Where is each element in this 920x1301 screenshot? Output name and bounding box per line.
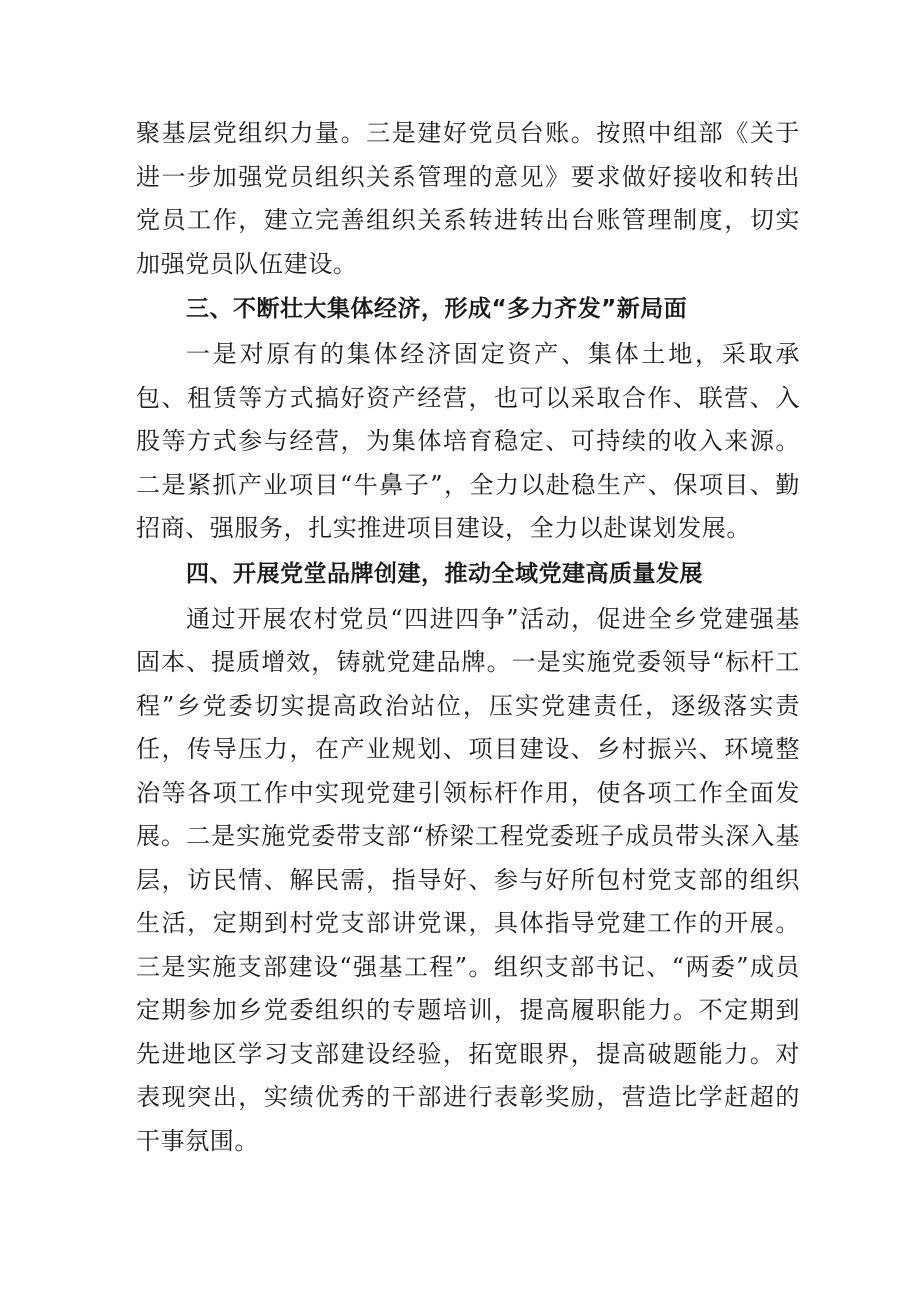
paragraph-party-brand: 通过开展农村党员“四进四争”活动，促进全乡党建强基固本、提质增效，铸就党建品牌。一是实施党委领导“标杆工程”乡党委切实提高政治站位，压实党建责任，逐级落实责任，传导压力，在产业规划、项目建设、乡村振兴、环境整治等各项工作中实现党建引领标杆作用，使各项工作全面发展。二是实施党委带支部“桥梁工程党委班子成员带头深入基层，访民情、解民需，指导好、参与好所包村党支部的组织生活，定期到村党支部讲党课，具体指导党建工作的开展。三是实施支部建设“强基工程”。组织支部书记、“两委”成员定期参加乡党委组织的专题培训，提高履职能力。不定期到先进地区学习支部建设经验，拓宽眼界，提高破题能力。对表现突出，实绩优秀的干部进行表彰奖励，营造比学赶超的干事氛围。: [136, 604, 800, 1155]
section-heading-party-brand: 四、开展党堂品牌创建，推动全域党建高质量发展: [186, 560, 703, 587]
paragraph-collective-economy: 一是对原有的集体经济固定资产、集体土地，采取承包、租赁等方式搞好资产经营，也可以采取合作、联营、入股等方式参与经营，为集体培育稳定、可持续的收入来源。二是紧抓产业项目“牛鼻子”，全力以赴稳生产、保项目、勤招商、强服务，扎实推进项目建设，全力以赴谋划发展。: [136, 340, 800, 542]
document-body: [136, 112, 800, 1163]
paragraph-party-member-ledger: 聚基层党组织力量。三是建好党员台账。按照中组部《关于进一步加强党员组织关系管理的意见》要求做好接收和转出党员工作，建立完善组织关系转进转出台账管理制度，切实加强党员队伍建设。: [136, 119, 800, 278]
section-heading-collective-economy: 三、不断壮大集体经济，形成“多力齐发”新局面: [186, 296, 688, 322]
